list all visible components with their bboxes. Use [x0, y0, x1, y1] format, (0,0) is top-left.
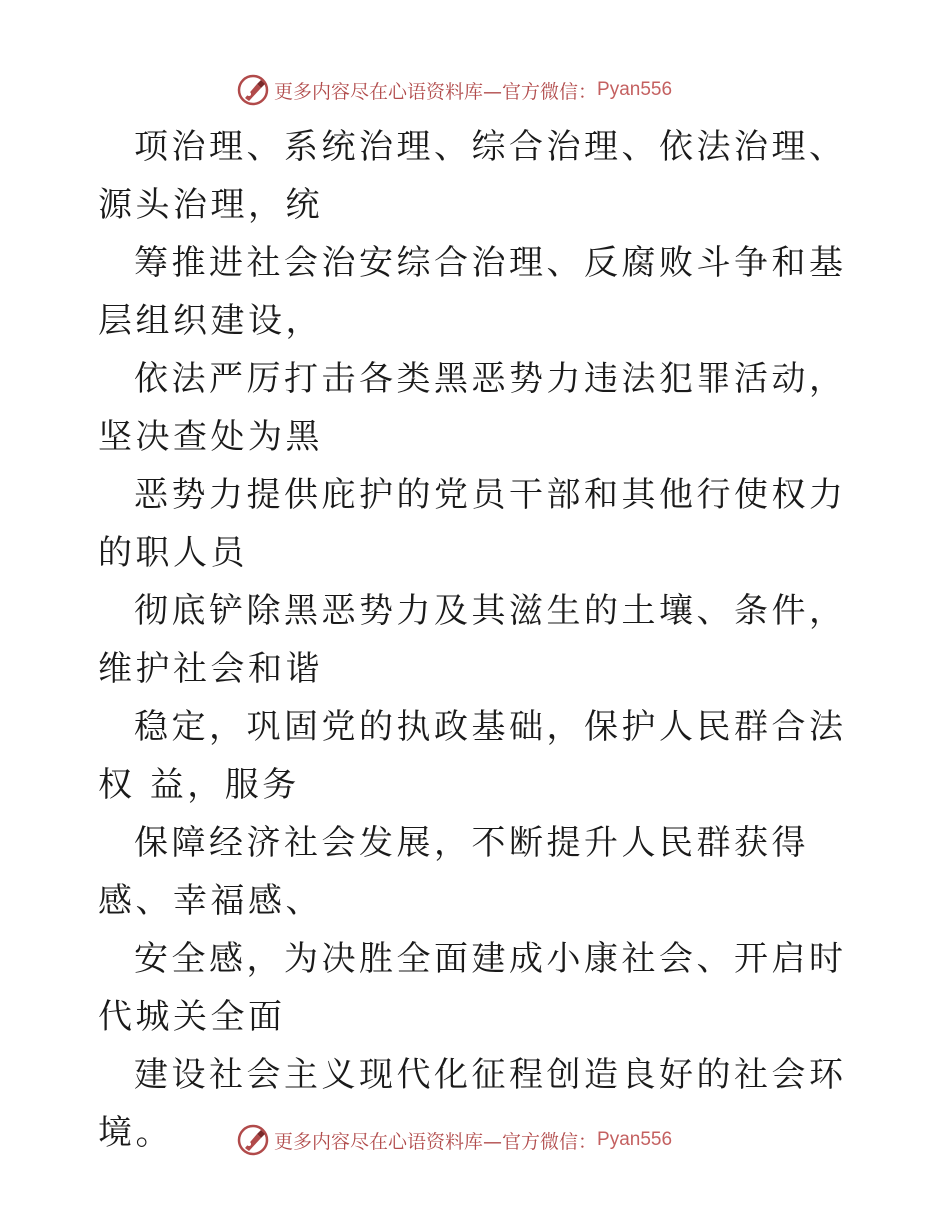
- footer-watermark: [236, 1122, 672, 1158]
- paragraph-8: 安全感，为决胜全面建成小康社会、开启时代城关全面: [98, 939, 847, 1037]
- pen-logo-icon: [236, 73, 270, 107]
- pen-logo-icon: [236, 1123, 270, 1157]
- paragraph-3: 依法严厉打击各类黑恶势力违法犯罪活动，坚决查处为黑: [98, 359, 847, 457]
- paragraph-1: 项治理、系统治理、综合治理、依法治理、源头治理，统: [98, 127, 847, 225]
- watermark-handle: Pyan556: [597, 1129, 673, 1150]
- paragraph-9: 建设社会主义现代化征程创造良好的社会环境。: [98, 1055, 847, 1153]
- paragraph-7: 保障经济社会发展，不断提升人民群获得感、幸福感、: [98, 823, 809, 921]
- watermark-handle: Pyan556: [597, 79, 673, 100]
- paragraph-6: 稳定，巩固党的执政基础，保护人民群合法权 益，服务: [98, 707, 847, 805]
- document-body: [98, 118, 854, 1162]
- watermark-text: 更多内容尽在心语资料库—官方微信：: [274, 1130, 598, 1153]
- paragraph-4: 恶势力提供庇护的党员干部和其他行使权力的职人员: [98, 475, 847, 573]
- paragraph-5: 彻底铲除黑恶势力及其滋生的土壤、条件，维护社会和谐: [98, 591, 847, 689]
- header-watermark: [236, 72, 672, 108]
- watermark-text: 更多内容尽在心语资料库—官方微信：: [274, 80, 598, 103]
- paragraph-2: 筹推进社会治安综合治理、反腐败斗争和基层组织建设，: [98, 243, 847, 341]
